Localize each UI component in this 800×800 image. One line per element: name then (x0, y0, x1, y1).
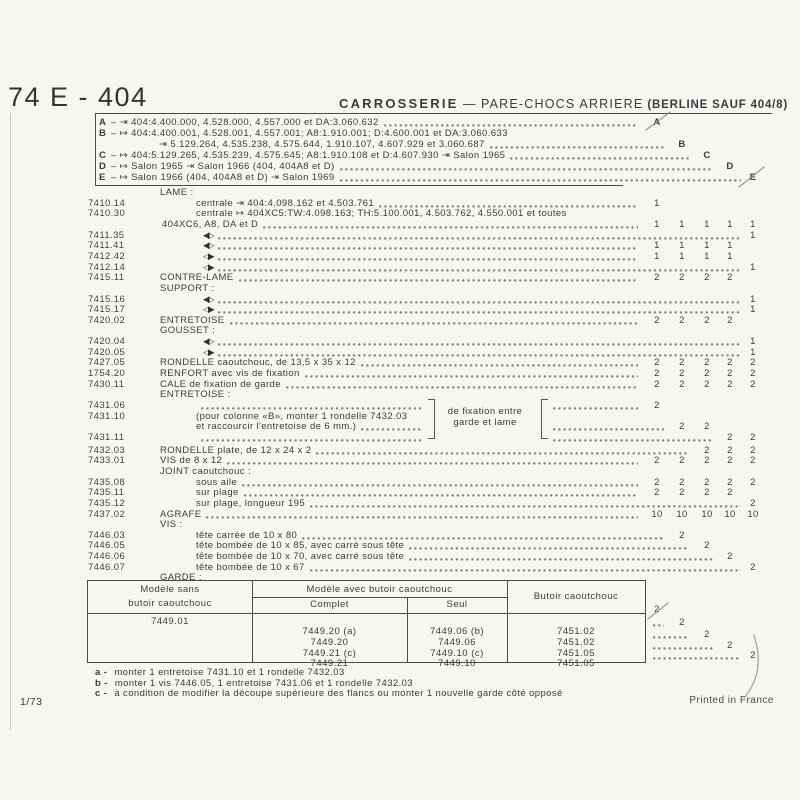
part-row (0, 240, 800, 251)
qty-value: 2 (750, 650, 756, 661)
bracket-note-text: garde et lame (453, 417, 517, 428)
applicability-text: – ↦ 404:5.129.265, 4.535.239, 4.575.645; A8:1.910.108 et D:4.607.930 ⇥ Salon 1965 (111, 150, 506, 161)
dot-leader (653, 636, 689, 639)
section-header-row (0, 389, 800, 400)
left-part-icon: ◀▷ (203, 229, 214, 240)
qty-value: 2 (704, 444, 710, 456)
applicability-row (0, 150, 800, 161)
qty-value: 1 (679, 240, 685, 252)
section-header: GOUSSET : (160, 325, 216, 337)
dot-leader (409, 547, 689, 550)
qty-value: 1 (727, 240, 733, 252)
part-ref: 7437.02 (88, 508, 126, 520)
footnote (95, 688, 563, 699)
garde-annotation-row (0, 629, 800, 640)
dot-leader (286, 386, 638, 389)
part-row (0, 562, 800, 573)
qty-value: 10 (747, 508, 759, 520)
col-header: Seul (446, 599, 468, 610)
qty-value: 10 (651, 508, 663, 520)
qty-value: 2 (750, 378, 756, 390)
qty-value: 1 (750, 229, 756, 241)
qty-value: 2 (727, 368, 733, 380)
col-letter: A (653, 117, 661, 128)
table-cell: 7449.06 (438, 636, 476, 648)
qty-value: 2 (750, 444, 756, 456)
garde-annotation-row (0, 647, 800, 661)
table-cell: 7449.01 (151, 616, 189, 627)
part-row (0, 198, 800, 209)
bracket (541, 399, 548, 439)
part-label: CALE de fixation de garde (160, 378, 281, 390)
part-label: VIS de 8 x 12 (160, 455, 223, 467)
model-code-letter: D (99, 161, 107, 172)
qty-value: 1 (654, 250, 660, 262)
right-part-icon: ◁▶ (203, 261, 214, 272)
part-ref: 7433.01 (88, 455, 126, 467)
part-ref: 7432.03 (88, 444, 126, 456)
qty-value: 2 (679, 487, 685, 499)
qty-value: 2 (679, 617, 685, 628)
part-ref: 7435.08 (88, 476, 126, 488)
qty-value: 2 (654, 357, 660, 369)
dot-leader (305, 375, 638, 378)
qty-value: 2 (679, 455, 685, 467)
part-ref: 7415.16 (88, 293, 126, 305)
dot-leader (230, 322, 638, 325)
part-ref: 7430.11 (88, 378, 125, 390)
part-ref: 7435.11 (88, 487, 125, 499)
qty-value: 2 (679, 421, 685, 433)
qty-value: 2 (727, 432, 733, 443)
part-ref: 7420.04 (88, 336, 126, 348)
section-header-row (0, 283, 800, 294)
applicability-row (0, 128, 800, 139)
qty-value: 2 (704, 378, 710, 390)
dot-leader (244, 494, 638, 497)
dot-leader (361, 428, 423, 431)
part-row (0, 498, 800, 509)
table-cell: 7449.10 (c) (430, 647, 484, 659)
qty-value: 2 (679, 272, 685, 284)
qty-value: 10 (701, 508, 713, 520)
dot-leader (510, 157, 689, 160)
footnote (95, 678, 413, 689)
qty-value: 1 (654, 197, 660, 209)
doc-reference: 74 E - 404 (8, 82, 148, 112)
part-row (0, 455, 800, 466)
qty-value: 2 (750, 476, 756, 488)
part-ref: 7420.05 (88, 346, 126, 358)
section-header: GARDE : (160, 572, 202, 584)
table-cell: 7451.05 (557, 658, 595, 670)
model-code-letter: E (99, 172, 106, 183)
bracket-note-text: de fixation entre (447, 406, 523, 417)
qty-value: 2 (704, 368, 710, 380)
qty-value: 1 (750, 218, 756, 230)
applicability-text: – ↦ 404:4.400.001, 4.528.001, 4.557.001; A8:1.910.001; D:4.600.001 et DA:3.060.633 (111, 128, 508, 139)
qty-value: 2 (750, 561, 756, 573)
table-cell: 7449.21 (c) (302, 647, 357, 659)
qty-value: 10 (724, 508, 736, 520)
bracket-note (0, 406, 800, 417)
part-label: tête bombée de 10 x 67 (196, 561, 305, 573)
qty-value: 2 (679, 529, 685, 541)
part-label: RONDELLE caoutchouc, de 13,5 x 35 x 12 (160, 357, 356, 369)
dot-leader (218, 237, 741, 240)
part-ref: 7435.12 (88, 497, 126, 509)
part-label: tête bombée de 10 x 85, avec carré sous tête (196, 540, 405, 552)
qty-value: 1 (750, 304, 756, 316)
col-letter: D (726, 161, 734, 172)
qty-value: 2 (679, 476, 685, 488)
part-ref: 1754.20 (88, 368, 126, 380)
box-top-rule (95, 113, 772, 114)
col-header: butoir caoutchouc (128, 598, 212, 609)
part-row (0, 230, 800, 241)
qty-value: 2 (704, 487, 710, 499)
part-row (0, 445, 800, 456)
part-label: sur plage (196, 487, 239, 499)
garde-annotation-row (0, 604, 800, 615)
col-letter: B (678, 139, 686, 150)
dot-leader (218, 354, 741, 357)
qty-value: 2 (654, 368, 660, 380)
part-ref: 7411.41 (88, 240, 125, 252)
dot-leader (409, 558, 713, 561)
left-part-icon: ◀▷ (203, 240, 214, 251)
table-cell: 7451.02 (557, 636, 595, 648)
qty-value: 1 (679, 218, 685, 230)
qty-value: 2 (750, 497, 756, 509)
qty-value: 10 (676, 508, 688, 520)
footnote-key: b - (95, 677, 108, 689)
qty-value: 2 (704, 476, 710, 488)
qty-value: 2 (727, 357, 733, 369)
qty-value: 2 (727, 378, 733, 390)
part-row (0, 272, 800, 283)
part-label: sous aile (196, 476, 238, 488)
model-code-letter: B (99, 128, 107, 139)
left-part-icon: ◀▷ (203, 293, 214, 304)
section-header: VIS : (160, 519, 183, 531)
table-cell: 7449.20 (310, 636, 349, 648)
part-row (0, 251, 800, 262)
part-ref: 7446.07 (88, 561, 126, 573)
qty-value: 2 (704, 314, 710, 326)
qty-value: 1 (704, 218, 710, 230)
part-row (0, 432, 800, 443)
dot-leader (218, 247, 638, 250)
col-header: Modèle avec butoir caoutchouc (306, 584, 453, 595)
part-label: AGRAFE (160, 508, 202, 520)
section-header: SUPPORT : (160, 282, 215, 294)
dot-leader (384, 124, 638, 127)
qty-value: 2 (727, 444, 733, 456)
qty-value: 1 (750, 261, 756, 273)
part-row-continuation (0, 219, 800, 230)
footnote (95, 667, 345, 678)
part-row (0, 347, 800, 358)
qty-value: 2 (704, 421, 710, 433)
part-row (0, 540, 800, 551)
qty-value: 2 (704, 272, 710, 284)
bracket-note (0, 417, 800, 428)
right-part-icon: ◁▶ (203, 346, 214, 357)
qty-value: 1 (654, 218, 660, 230)
right-part-icon: ◁▶ (203, 304, 214, 315)
qty-value: 2 (727, 640, 733, 651)
qty-value: 2 (704, 540, 710, 552)
part-row (0, 336, 800, 347)
qty-value: 2 (654, 604, 660, 615)
box-bottom-rule (95, 185, 623, 186)
part-label: CONTRE-LAME (160, 272, 234, 284)
section-header: LAME : (160, 187, 194, 198)
dot-leader (239, 279, 638, 282)
qty-value: 1 (727, 250, 733, 262)
qty-value: 1 (750, 293, 756, 305)
qty-value: 2 (727, 272, 733, 284)
dot-leader (263, 226, 638, 229)
part-label: RONDELLE plate, de 12 x 24 x 2 (160, 444, 312, 456)
part-label: tête carrée de 10 x 80 (196, 529, 298, 541)
part-label: RENFORT avec vis de fixation (160, 368, 300, 380)
section-title: CARROSSERIE (339, 96, 459, 111)
dot-leader (218, 301, 741, 304)
part-row (0, 477, 800, 488)
qty-value: 2 (727, 314, 733, 326)
qty-value: 2 (654, 487, 660, 499)
qty-value: 2 (654, 476, 660, 488)
qty-value: 1 (704, 250, 710, 262)
qty-value: 2 (679, 357, 685, 369)
section-header: JOINT caoutchouc : (160, 465, 251, 477)
footnote-key: a - (95, 667, 108, 678)
qty-value: 2 (679, 314, 685, 326)
applicability-row (0, 172, 800, 183)
section-header-row (0, 519, 800, 530)
qty-value: 2 (750, 357, 756, 369)
part-label: centrale ↦ 404XC5:TW:4.098.163; TH:5.100.001, 4.503.762, 4.550.001 et toutes (196, 208, 567, 220)
dot-leader (653, 657, 741, 660)
page-title (339, 95, 788, 113)
part-row (0, 530, 800, 541)
qty-value: 2 (704, 357, 710, 369)
part-ref: 7446.06 (88, 551, 126, 563)
part-row (0, 509, 800, 520)
qty-value: 2 (679, 378, 685, 390)
footnote-text: monter 1 entretoise 7431.10 et 1 rondelle 7432.03 (111, 667, 345, 678)
part-ref: 7411.35 (88, 229, 125, 241)
dot-leader (553, 428, 664, 431)
table-cell: 7449.06 (b) (429, 626, 485, 637)
title-dash: — (458, 97, 482, 111)
part-ref: 7427.05 (88, 357, 126, 369)
qty-value: 2 (727, 487, 733, 499)
table-cell: 7449.20 (a) (302, 626, 357, 637)
part-ref: 7431.11 (88, 432, 125, 443)
col-header: Modèle sans (140, 584, 200, 595)
dot-leader (340, 168, 713, 171)
qty-value: 2 (750, 432, 756, 443)
col-letter: C (703, 150, 711, 161)
qty-value: 2 (704, 455, 710, 467)
dot-leader (316, 452, 689, 455)
date-code: 1/73 (20, 696, 43, 708)
applicability-row (0, 139, 800, 150)
applicability-text: – ↦ Salon 1966 (404, 404A8 et D) ⇥ Salon 1969 (111, 172, 335, 183)
section-header-row (0, 325, 800, 336)
dot-leader (218, 343, 741, 346)
dot-leader (206, 516, 638, 519)
right-part-icon: ◁▶ (203, 250, 214, 261)
left-part-icon: ◀▷ (203, 336, 214, 347)
part-ref: 7412.14 (88, 261, 126, 273)
dot-leader (218, 258, 638, 261)
part-label: tête bombée de 10 x 70, avec carré sous tête (196, 551, 405, 563)
table-cell: 7451.05 (557, 647, 595, 659)
dot-leader (201, 439, 423, 442)
dot-leader (310, 569, 741, 572)
qty-value: 1 (750, 346, 756, 358)
part-ref: 7415.11 (88, 272, 125, 284)
qty-value: 1 (727, 218, 733, 230)
qty-value: 2 (727, 455, 733, 467)
dot-leader (553, 439, 713, 442)
qty-value: 2 (654, 314, 660, 326)
applicability-row (0, 117, 800, 128)
section-header: ENTRETOISE : (160, 389, 231, 401)
part-ref: 7412.42 (88, 250, 126, 262)
section-header-row (0, 466, 800, 477)
part-label: 404XC6, A8, DA et D (162, 218, 259, 230)
dot-leader (227, 462, 638, 465)
qty-value: 2 (679, 368, 685, 380)
qty-value: 2 (704, 629, 710, 640)
applicability-row (0, 161, 800, 172)
qty-value: 2 (750, 455, 756, 467)
col-letter: E (749, 172, 757, 183)
bracket (428, 399, 435, 439)
table-cell: 7449.10 (438, 658, 476, 670)
dot-leader (361, 364, 638, 367)
qty-value: 2 (654, 400, 660, 411)
footnote-key: c - (95, 688, 108, 699)
part-row (0, 262, 800, 273)
qty-value: 1 (679, 250, 685, 262)
part-label: centrale ⇥ 404:4.098.162 et 4.503.761 (196, 197, 375, 209)
qty-value: 2 (727, 551, 733, 563)
table-divider (252, 597, 507, 598)
garde-annotation-row (0, 617, 800, 628)
part-row (0, 487, 800, 498)
part-label: (pour colonne «B», monter 1 rondelle 7432.03 (196, 410, 408, 422)
model-code-letter: A (99, 117, 107, 128)
dot-leader (653, 624, 664, 627)
part-ref: 7420.02 (88, 314, 126, 326)
part-row (0, 357, 800, 368)
qty-value: 2 (654, 378, 660, 390)
part-row (0, 379, 800, 390)
table-cell: 7449.21 (310, 658, 349, 670)
applicability-text: – ↦ Salon 1965 ⇥ Salon 1966 (404, 404A8 et D) (111, 161, 335, 172)
part-ref: 7415.17 (88, 304, 126, 316)
section-variant: (BERLINE SAUF 404/8) (643, 99, 788, 111)
part-ref: 7431.06 (88, 400, 126, 411)
col-header: Complet (310, 599, 349, 610)
part-ref: 7410.30 (88, 208, 126, 220)
dot-leader (242, 484, 638, 487)
applicability-text: – ⇥ 404:4.400.000, 4.528.000, 4.557.000 et DA:3.060.632 (111, 117, 379, 128)
qty-value: 2 (727, 476, 733, 488)
part-row (0, 315, 800, 326)
printed-in-france-label: Printed in France (689, 695, 774, 706)
part-ref: 7446.03 (88, 529, 126, 541)
part-ref: 7410.14 (88, 197, 126, 209)
dot-leader (490, 146, 664, 149)
dot-leader (340, 179, 741, 182)
qty-value: 2 (654, 455, 660, 467)
col-header: Butoir caoutchouc (533, 591, 619, 602)
qty-value: 1 (654, 240, 660, 252)
part-row (0, 368, 800, 379)
dot-leader (218, 269, 741, 272)
dot-leader (379, 205, 638, 208)
footnote-text: monter 1 vis 7446.05, 1 entretoise 7431.06 et 1 rondelle 7432.03 (111, 677, 413, 689)
qty-value: 1 (704, 240, 710, 252)
part-row (0, 551, 800, 562)
dot-leader (218, 311, 741, 314)
part-label: et raccourcir l'entretoise de 6 mm.) (196, 421, 357, 433)
model-code-letter: C (99, 150, 107, 161)
dot-leader (310, 505, 741, 508)
applicability-text: ⇥ 5.129.264, 4.535.238, 4.575.644, 1.910.107, 4.607.929 et 3.060.687 (159, 139, 485, 150)
footnote-text: à condition de modifier la découpe supérieure des flancs ou monter 1 nouvelle garde côté opposé (111, 688, 563, 699)
part-row (0, 208, 800, 219)
qty-value: 2 (654, 272, 660, 284)
part-label: ENTRETOISE (160, 314, 225, 326)
part-ref: 7431.10 (88, 410, 126, 422)
dot-leader (302, 537, 664, 540)
section-header-row (0, 187, 800, 198)
part-row (0, 304, 800, 315)
section-subtitle: PARE-CHOCS ARRIERE (481, 97, 644, 111)
part-label: sur plage, longueur 195 (196, 497, 306, 509)
part-row (0, 294, 800, 305)
qty-value: 1 (750, 336, 756, 348)
qty-value: 2 (750, 368, 756, 380)
part-ref: 7446.05 (88, 540, 126, 552)
table-cell: 7451.02 (557, 626, 595, 637)
